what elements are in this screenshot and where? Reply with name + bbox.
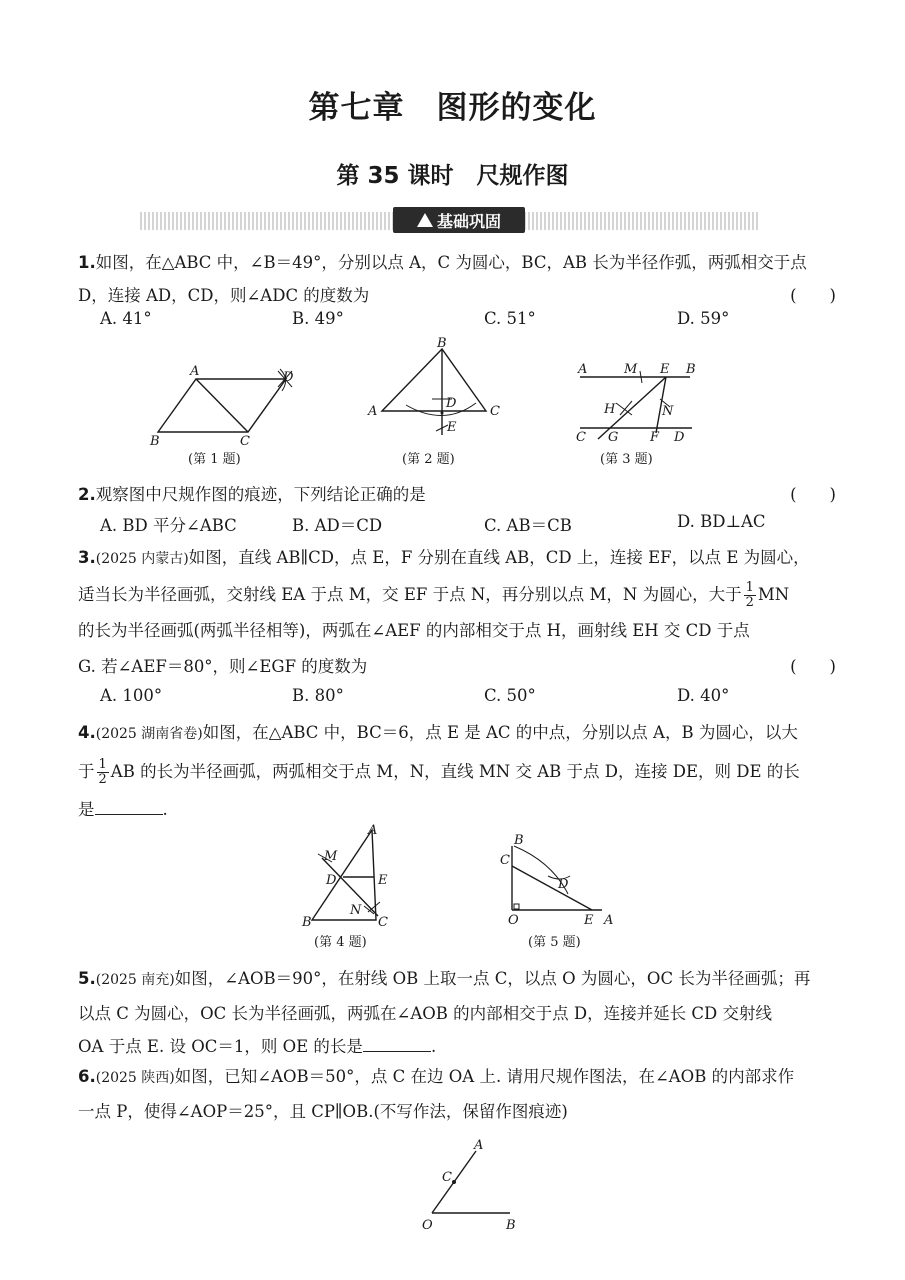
answer-paren: ( ) <box>790 485 836 504</box>
fraction-half: $\frac{1}{2}$ <box>98 757 107 787</box>
question-number: 2. <box>78 485 96 504</box>
fig3-label-a: A <box>578 362 588 377</box>
fig5-label-c: C <box>500 853 510 868</box>
fig1-label-a: A <box>190 364 200 379</box>
fig4-label-a: A <box>368 823 378 838</box>
option-a: A. BD 平分∠ABC <box>100 516 237 535</box>
question-text: 一点 P，使得∠AOP＝25°，且 CP∥OB.(不写作法，保留作图痕迹) <box>78 1102 568 1121</box>
fig3-label-h: H <box>604 402 616 417</box>
fig4-label-m: M <box>324 849 338 864</box>
lesson-title: 第 35 课时 尺规作图 <box>336 163 569 189</box>
fig4-label-b: B <box>302 915 312 930</box>
question-6 <box>78 1060 842 1128</box>
fig2-caption: (第 2 题) <box>402 452 455 467</box>
options-2 <box>100 512 840 542</box>
question-text: 如图，直线 AB∥CD，点 E，F 分别在直线 AB，CD 上，连接 EF，以点 E 为圆心， <box>188 548 810 567</box>
fig6-label-a: A <box>474 1138 484 1153</box>
fig1-label-d: D <box>283 370 294 385</box>
fig5-label-a: A <box>604 913 614 928</box>
question-text: 于 <box>78 762 95 781</box>
fig3-label-f: F <box>650 430 660 445</box>
fig6-label-o: O <box>422 1218 433 1233</box>
option-b: B. 49° <box>292 309 344 328</box>
option-b: B. AD＝CD <box>292 516 383 535</box>
question-text: 如图，∠AOB＝90°，在射线 OB 上取一点 C，以点 O 为圆心，OC 长为半径画弧；再 <box>174 969 811 988</box>
question-source: (2025 南充) <box>95 972 175 988</box>
question-source: (2025 湖南省卷) <box>95 726 203 742</box>
question-text: OA 于点 E. 设 OC＝1，则 OE 的长是 <box>78 1037 363 1056</box>
fig2-label-c: C <box>490 404 500 419</box>
figure-2 <box>367 336 500 467</box>
fig4-label-c: C <box>378 915 388 930</box>
answer-paren: ( ) <box>790 657 836 676</box>
figures-row-1 <box>140 335 720 475</box>
fig3-label-g: G <box>608 430 619 445</box>
fig5-label-e: E <box>584 913 594 928</box>
question-text: D，连接 AD，CD，则∠ADC 的度数为 <box>78 286 370 305</box>
option-c: C. 50° <box>484 686 536 705</box>
question-number: 4. <box>78 723 96 742</box>
options-3 <box>100 686 840 716</box>
fig6-label-b: B <box>506 1218 516 1233</box>
question-text: MN <box>757 585 790 604</box>
answer-paren: ( ) <box>790 286 836 305</box>
question-5: 5.(2025 南充)如图，∠AOB＝90°，在射线 OB 上取一点 C，以点 O 为圆心，OC 长为半径画弧；再 以点 C 为圆心，OC 长为半径画弧，两弧在∠AOB 的内部相交于点 D，连接并延长 CD 交射线 OA 于点 E. 设 OC＝1，则 OE 的长是 . <box>78 969 811 1056</box>
option-d: D. 59° <box>677 309 730 328</box>
fig3-label-e: E <box>660 362 670 377</box>
question-text: AB 的长为半径画弧，两弧相交于点 M，N，直线 MN 交 AB 于点 D，连接 DE，则 DE 的长 <box>110 762 800 781</box>
fig5-label-b: B <box>514 833 524 848</box>
fig5-caption: (第 5 题) <box>528 935 581 950</box>
figure-6 <box>410 1135 530 1235</box>
fig1-label-c: C <box>240 434 250 449</box>
figure-1 <box>149 364 294 467</box>
fig3-label-n: N <box>662 404 674 419</box>
question-3 <box>78 540 842 685</box>
question-2 <box>78 478 842 511</box>
fig2-label-b: B <box>437 336 447 351</box>
chapter-title: 第七章 图形的变化 <box>308 90 597 126</box>
fig6-label-c: C <box>442 1170 452 1185</box>
question-text: G. 若∠AEF＝80°，则∠EGF 的度数为 <box>78 657 368 676</box>
question-text: 观察图中尺规作图的痕迹，下列结论正确的是 <box>95 485 426 504</box>
option-a: A. 100° <box>100 686 163 705</box>
question-source: (2025 内蒙古) <box>95 551 189 567</box>
option-a: A. 41° <box>100 309 152 328</box>
fig5-label-o: O <box>508 913 519 928</box>
fig3-label-c: C <box>576 430 586 445</box>
question-text: 适当长为半径画弧，交射线 EA 于点 M，交 EF 于点 N，再分别以点 M，N 为圆心，大于 <box>78 585 742 604</box>
fig1-caption: (第 1 题) <box>188 452 241 467</box>
fig2-label-e: E <box>447 420 457 435</box>
fig4-label-d: D <box>326 873 337 888</box>
figure-3 <box>576 362 696 467</box>
fig4-label-e: E <box>378 873 388 888</box>
question-1 <box>78 246 842 312</box>
answer-blank[interactable] <box>363 1035 431 1052</box>
question-text: 是 <box>78 800 95 819</box>
fig2-label-a: A <box>368 404 378 419</box>
fig4-label-n: N <box>350 903 362 918</box>
option-d: D. BD⊥AC <box>677 512 766 531</box>
question-text: 以点 C 为圆心，OC 长为半径画弧，两弧在∠AOB 的内部相交于点 D，连接并延长 CD 交射线 <box>78 1004 772 1023</box>
figure-5 <box>500 833 613 950</box>
question-text: 的长为半径画弧(两弧半径相等)，两弧在∠AEF 的内部相交于点 H，画射线 EH 交 CD 于点 <box>78 621 750 640</box>
question-number: 3. <box>78 548 96 567</box>
question-4: 4.(2025 湖南省卷)如图，在△ABC 中，BC＝6，点 E 是 AC 的中点，分别以点 A，B 为圆心，以大 于 $\frac{1}{2}$ AB 的长为半径画弧，两弧相交于点 M，N，直线 MN 交 AB 于点 D，连接 DE，则 DE 的长 是 . <box>78 723 800 819</box>
question-text: 如图，已知∠AOB＝50°，点 C 在边 OA 上. 请用尺规作图法，在∠AOB 的内部求作 <box>174 1067 795 1086</box>
option-b: B. 80° <box>292 686 344 705</box>
fig2-label-d: D <box>446 396 457 411</box>
question-text: 如图，在△ABC 中，BC＝6，点 E 是 AC 的中点，分别以点 A，B 为圆心，以大 <box>202 723 798 742</box>
question-number: 1. <box>78 253 96 272</box>
question-text: 如图，在△ABC 中，∠B＝49°，分别以点 A，C 为圆心，BC，AB 长为半径作弧，两弧相交于点 <box>95 253 807 272</box>
fig4-caption: (第 4 题) <box>314 935 367 950</box>
section-banner <box>393 207 525 233</box>
mountain-icon <box>417 213 433 227</box>
fraction-half: $\frac{1}{2}$ <box>745 580 754 610</box>
figure-4 <box>301 823 388 950</box>
fig3-label-m: M <box>624 362 638 377</box>
option-c: C. 51° <box>484 309 536 328</box>
question-number: 5. <box>78 969 96 988</box>
section-banner-label: 基础巩固 <box>436 211 501 231</box>
question-number: 6. <box>78 1067 96 1086</box>
option-d: D. 40° <box>677 686 730 705</box>
fig5-label-d: D <box>558 877 569 892</box>
fig3-label-d: D <box>674 430 685 445</box>
fig1-label-b: B <box>150 434 160 449</box>
question-source: (2025 陕西) <box>95 1070 175 1086</box>
fig3-caption: (第 3 题) <box>600 452 653 467</box>
answer-blank[interactable] <box>95 798 163 815</box>
figures-row-2 <box>290 822 630 952</box>
fig3-label-b: B <box>686 362 696 377</box>
option-c: C. AB＝CB <box>484 516 572 535</box>
